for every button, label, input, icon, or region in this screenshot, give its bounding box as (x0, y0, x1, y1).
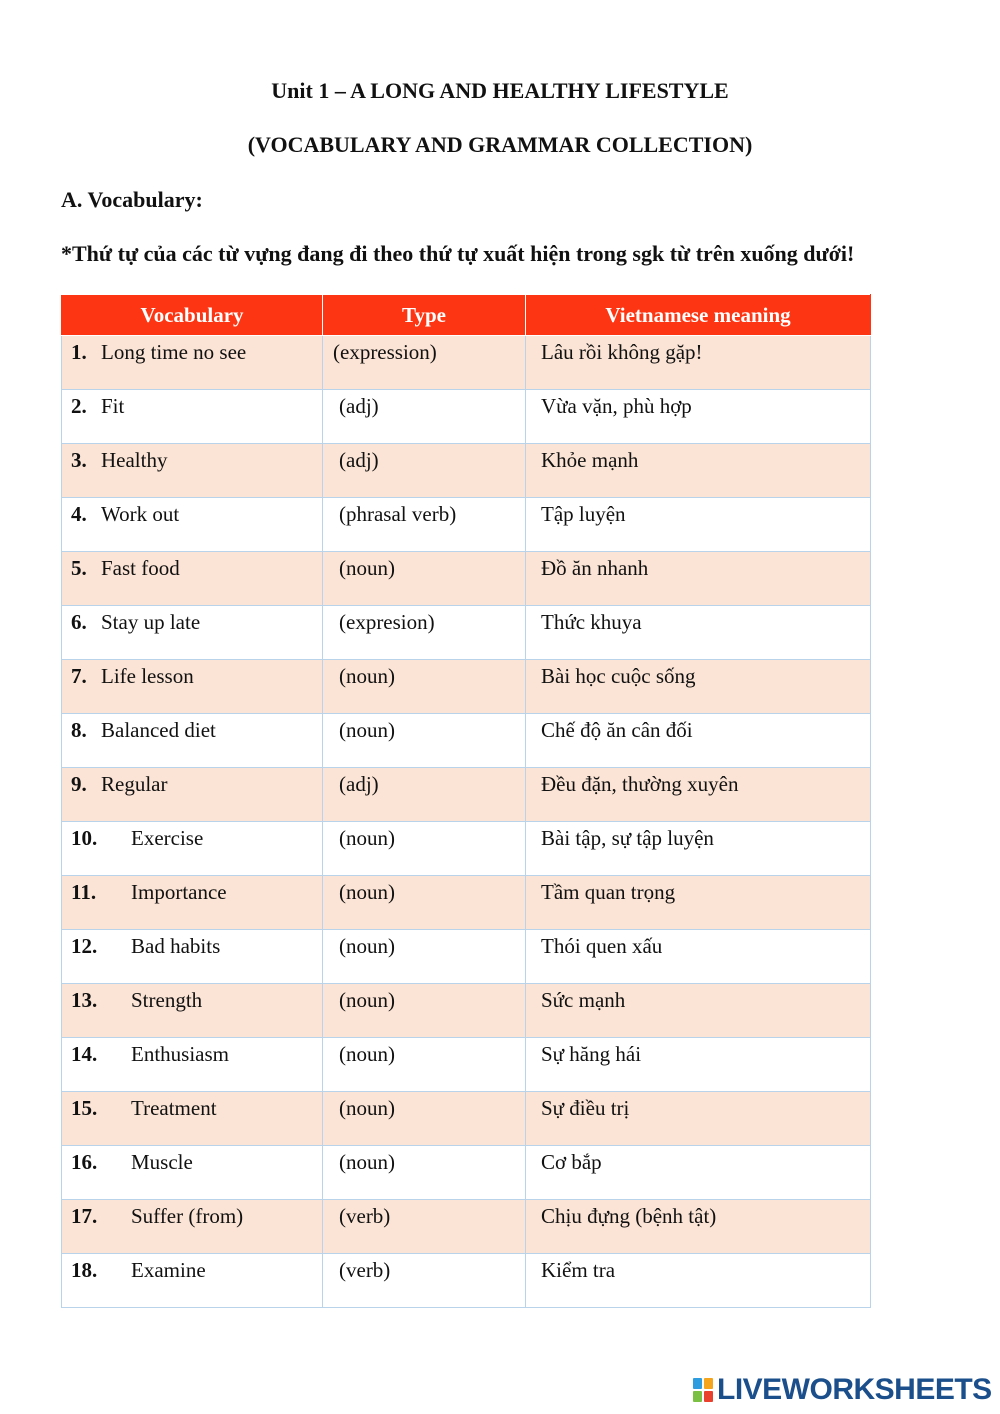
logo-square-orange (704, 1378, 713, 1389)
vietnamese-meaning: Cơ bắp (526, 1146, 871, 1200)
logo-square-red (704, 1391, 713, 1402)
vocab-word-cell (62, 1146, 323, 1200)
row-number: 15. (71, 1096, 98, 1120)
header-type: Type (323, 295, 526, 336)
row-number: 16. (71, 1150, 98, 1174)
word-type: (noun) (323, 660, 526, 714)
table-row (62, 1254, 871, 1308)
vocab-word: Muscle (131, 1150, 193, 1174)
vietnamese-meaning: Đồ ăn nhanh (526, 552, 871, 606)
vietnamese-meaning: Tầm quan trọng (526, 876, 871, 930)
word-type: (noun) (323, 1038, 526, 1092)
vocab-word-cell (62, 1200, 323, 1254)
vocab-word: Fast food (101, 556, 180, 580)
vocab-word: Importance (131, 880, 227, 904)
vocab-word: Treatment (131, 1096, 217, 1120)
vocab-word: Long time no see (101, 340, 247, 364)
vocab-word-cell (62, 822, 323, 876)
table-row (62, 1092, 871, 1146)
liveworksheets-wordmark: LIVEWORKSHEETS (717, 1373, 992, 1406)
header-vocabulary: Vocabulary (62, 295, 323, 336)
word-type: (noun) (323, 930, 526, 984)
vocab-word: Balanced diet (101, 718, 216, 742)
row-number: 11. (71, 880, 97, 904)
word-type: (noun) (323, 1092, 526, 1146)
vocab-word-cell (62, 606, 323, 660)
section-heading: A. Vocabulary: (61, 187, 203, 212)
row-number: 5. (71, 556, 87, 580)
table-row (62, 552, 871, 606)
vietnamese-meaning: Khỏe mạnh (526, 444, 871, 498)
table-row (62, 336, 871, 390)
vietnamese-meaning: Sự hăng hái (526, 1038, 871, 1092)
row-number: 9. (71, 772, 87, 796)
word-type: (phrasal verb) (323, 498, 526, 552)
table-row (62, 714, 871, 768)
vietnamese-meaning: Thói quen xấu (526, 930, 871, 984)
word-type: (noun) (323, 984, 526, 1038)
table-row (62, 930, 871, 984)
vocab-word: Bad habits (131, 934, 221, 958)
table-header-row (62, 295, 871, 336)
word-type: (verb) (323, 1254, 526, 1308)
vietnamese-meaning: Chịu đựng (bệnh tật) (526, 1200, 871, 1254)
table-row (62, 876, 871, 930)
word-type: (expresion) (323, 606, 526, 660)
vocab-word-cell (62, 930, 323, 984)
word-type: (noun) (323, 714, 526, 768)
vocab-word: Regular (101, 772, 168, 796)
table-row (62, 390, 871, 444)
row-number: 18. (71, 1258, 98, 1282)
logo-square-green (693, 1391, 702, 1402)
vocab-word: Strength (131, 988, 203, 1012)
vocab-word-cell (62, 1038, 323, 1092)
table-row (62, 1146, 871, 1200)
vocab-word: Examine (131, 1258, 206, 1282)
row-number: 12. (71, 934, 98, 958)
table-row (62, 660, 871, 714)
row-number: 6. (71, 610, 87, 634)
word-type: (noun) (323, 876, 526, 930)
row-number: 7. (71, 664, 87, 688)
row-number: 4. (71, 502, 87, 526)
vocab-word-cell (62, 984, 323, 1038)
word-type: (verb) (323, 1200, 526, 1254)
liveworksheets-logo (693, 1375, 992, 1405)
vietnamese-meaning: Vừa vặn, phù hợp (526, 390, 871, 444)
vocab-word-cell (62, 876, 323, 930)
vocab-word-cell (62, 390, 323, 444)
vocab-word-cell (62, 552, 323, 606)
row-number: 3. (71, 448, 87, 472)
vocab-word-cell (62, 336, 323, 390)
row-number: 8. (71, 718, 87, 742)
vocab-word: Fit (101, 394, 125, 418)
vocab-word: Work out (101, 502, 180, 526)
liveworksheets-logo-icon (693, 1378, 713, 1402)
row-number: 2. (71, 394, 87, 418)
vietnamese-meaning: Đều đặn, thường xuyên (526, 768, 871, 822)
row-number: 17. (71, 1204, 98, 1228)
vocab-word-cell (62, 1254, 323, 1308)
vocab-word-cell (62, 444, 323, 498)
vocab-word-cell (62, 660, 323, 714)
vocab-word: Stay up late (101, 610, 201, 634)
table-row (62, 498, 871, 552)
vocab-word: Healthy (101, 448, 168, 472)
vocab-word: Life lesson (101, 664, 194, 688)
vocabulary-table (61, 294, 871, 1308)
vocab-word: Suffer (from) (131, 1204, 244, 1228)
word-type: (noun) (323, 1146, 526, 1200)
vocab-word: Exercise (131, 826, 204, 850)
vocab-word-cell (62, 1092, 323, 1146)
vietnamese-meaning: Chế độ ăn cân đối (526, 714, 871, 768)
table-row (62, 768, 871, 822)
header-meaning: Vietnamese meaning (526, 295, 871, 336)
row-number: 10. (71, 826, 98, 850)
vietnamese-meaning: Kiểm tra (526, 1254, 871, 1308)
logo-square-blue (693, 1378, 702, 1389)
vietnamese-meaning: Sức mạnh (526, 984, 871, 1038)
word-type: (adj) (323, 390, 526, 444)
table-row (62, 606, 871, 660)
vocab-word-cell (62, 714, 323, 768)
order-note: *Thứ tự của các từ vựng đang đi theo thứ tự xuất hiện trong sgk từ trên xuống dưới! (61, 241, 855, 266)
vietnamese-meaning: Bài học cuộc sống (526, 660, 871, 714)
row-number: 13. (71, 988, 98, 1012)
table-body (62, 336, 871, 1308)
vietnamese-meaning: Tập luyện (526, 498, 871, 552)
word-type: (noun) (323, 822, 526, 876)
table-row (62, 822, 871, 876)
vocab-word-cell (62, 768, 323, 822)
document-title: Unit 1 – A LONG AND HEALTHY LIFESTYLE (271, 78, 729, 103)
vietnamese-meaning: Bài tập, sự tập luyện (526, 822, 871, 876)
document-subtitle: (VOCABULARY AND GRAMMAR COLLECTION) (247, 132, 753, 157)
word-type: (adj) (323, 768, 526, 822)
row-number: 14. (71, 1042, 98, 1066)
vietnamese-meaning: Lâu rồi không gặp! (526, 336, 871, 390)
word-type: (adj) (323, 444, 526, 498)
vocab-word-cell (62, 498, 323, 552)
word-type: (expression) (323, 336, 526, 390)
table-row (62, 444, 871, 498)
word-type: (noun) (323, 552, 526, 606)
vietnamese-meaning: Thức khuya (526, 606, 871, 660)
row-number: 1. (71, 340, 87, 364)
vietnamese-meaning: Sự điều trị (526, 1092, 871, 1146)
table-row (62, 984, 871, 1038)
table-row (62, 1200, 871, 1254)
table-row (62, 1038, 871, 1092)
vocab-word: Enthusiasm (131, 1042, 229, 1066)
